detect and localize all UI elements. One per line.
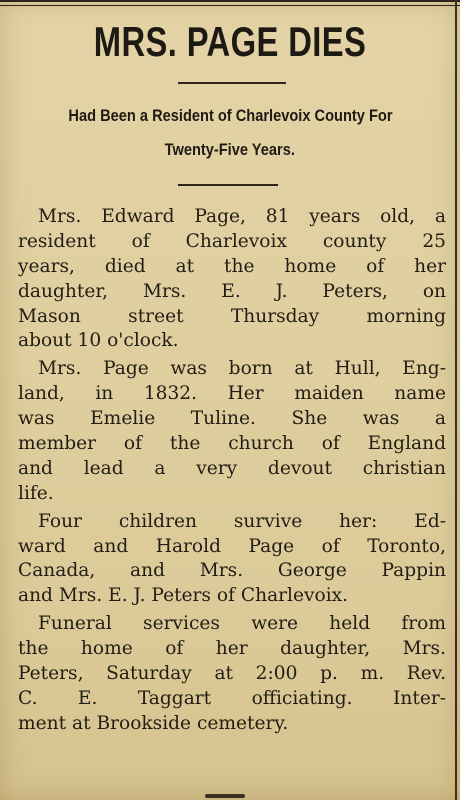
body-line: Peters, Saturday at 2:00 p. m. Rev. — [18, 663, 446, 685]
body-line: and Mrs. E. J. Peters of Charlevoix. — [18, 585, 349, 607]
article-body — [18, 205, 446, 737]
body-line: daughter, Mrs. E. J. Peters, on — [18, 280, 446, 302]
body-line: resident of Charlevoix county 25 — [18, 230, 446, 252]
subheadline-line-2 — [0, 137, 460, 163]
body-line: Funeral services were held from — [38, 613, 446, 635]
paragraph-4 — [18, 612, 446, 736]
paragraph-2 — [18, 357, 446, 506]
bottom-rule-fragment — [205, 794, 245, 798]
body-line: Mason street Thursday morning — [18, 305, 446, 327]
body-line: years, died at the home of her — [18, 255, 446, 277]
headline: MRS. PAGE DIES — [93, 18, 367, 65]
paragraph-3 — [18, 510, 446, 610]
body-line: about 10 o'clock. — [18, 330, 179, 352]
body-line: Four children survive her: Ed- — [38, 510, 446, 532]
body-line: Mrs. Edward Page, 81 years old, a — [38, 206, 446, 227]
body-line: C. E. Taggart officiating. Inter- — [18, 687, 446, 709]
subheadline-line-1 — [0, 103, 460, 129]
body-line: was Emelie Tuline. She was a — [18, 408, 446, 430]
body-line: ment at Brookside cemetery. — [18, 712, 289, 734]
subheadline-line-2-text: Twenty-Five Years. — [164, 140, 296, 159]
top-column-rule — [0, 0, 460, 6]
body-line: and lead a very devout christian — [18, 457, 446, 479]
body-line: land, in 1832. Her maiden name — [18, 383, 446, 405]
subheadline-line-1-text: Had Been a Resident of Charlevoix County For — [67, 106, 393, 125]
body-line: Canada, and Mrs. George Pappin — [18, 560, 446, 582]
body-line: Mrs. Page was born at Hull, Eng- — [38, 358, 446, 380]
body-line: life. — [18, 482, 54, 504]
body-line: ward and Harold Page of Toronto, — [18, 535, 446, 557]
body-line: member of the church of England — [18, 433, 446, 455]
body-line: the home of her daughter, Mrs. — [18, 638, 446, 660]
subhead-divider — [178, 184, 278, 186]
paragraph-1 — [18, 205, 446, 354]
headline-divider — [178, 82, 286, 84]
